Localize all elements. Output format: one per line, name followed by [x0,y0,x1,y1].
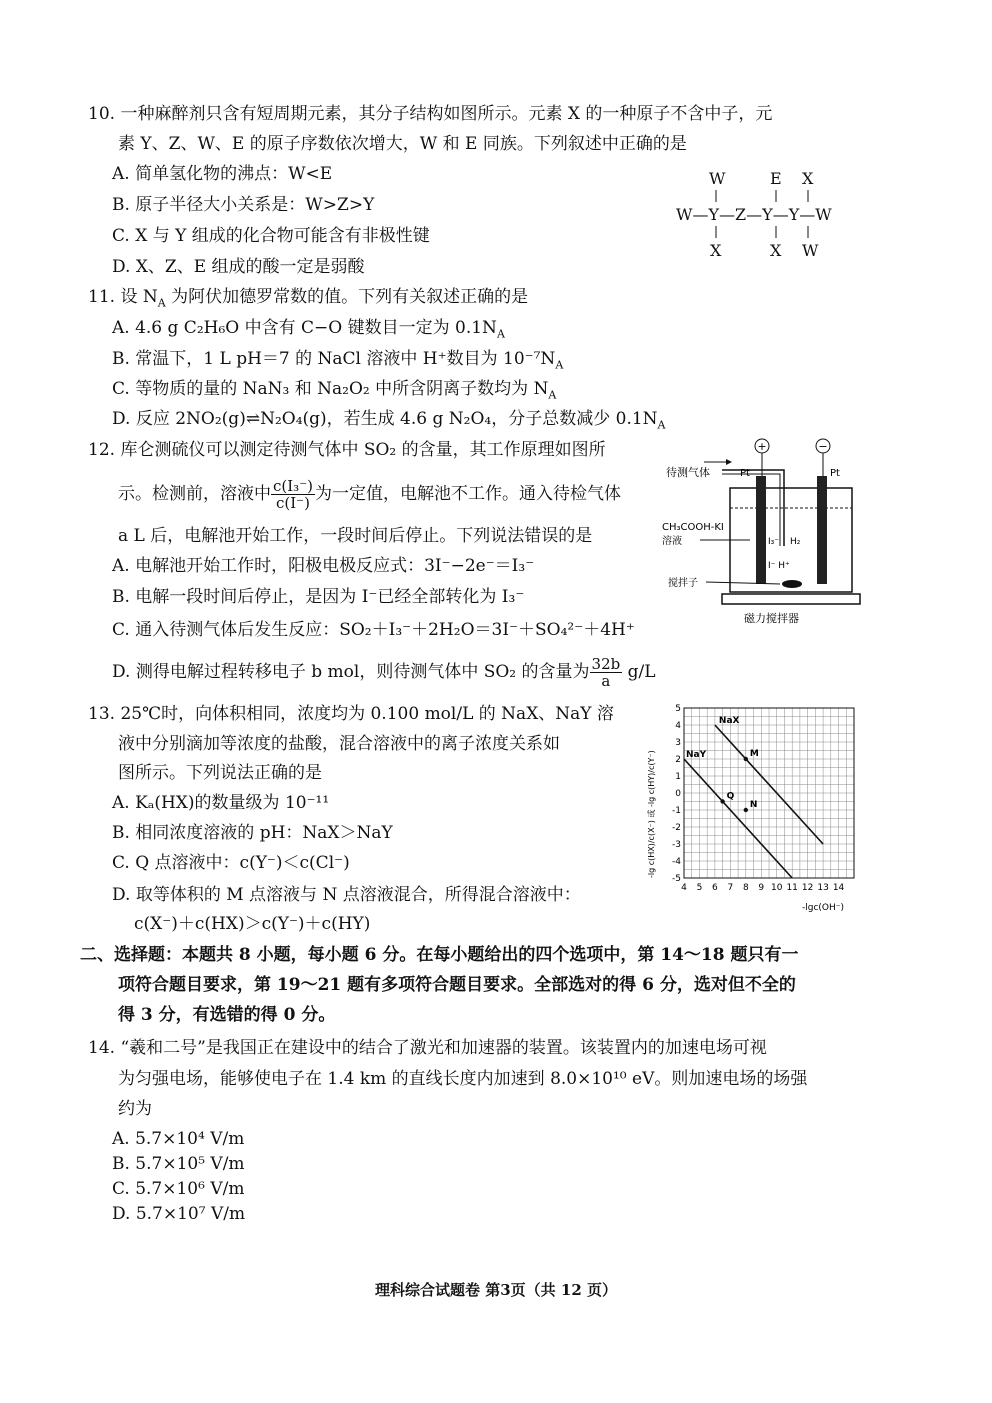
q13-stem-line2: 液中分别滴加等浓度的盐酸，混合溶液中的离子浓度关系如 [118,734,560,754]
y-axis-label: -lg c(HX)/c(X⁻) 或 -lg c(HY)/c(Y⁻) [647,750,656,878]
struct-bottom-x2: X [770,241,782,260]
struct-bottom-x1: X [710,241,722,260]
section2-line3: 得 3 分，有选错的得 0 分。 [118,1005,336,1025]
section2-line1: 二、选择题：本题共 8 小题，每小题 6 分。在每小题给出的四个选项中，第 14～18 题只有一 [80,945,799,965]
pt-electrode-left: Pt [740,468,750,479]
q14-option-c: C. 5.7×10⁶ V/m [112,1179,245,1199]
plus-terminal: + [757,440,767,453]
y-tick-label: 4 [675,721,681,731]
y-tick-label: -5 [672,874,681,884]
q13-option-a: A. Kₐ(HX)的数量级为 10⁻¹¹ [112,793,330,813]
y-tick-label: -4 [672,857,681,867]
point-label-n: N [749,800,758,810]
q14-stem-line1: 14. “羲和二号”是我国正在建设中的结合了激光和加速器的装置。该装置内的加速电场可视 [88,1038,767,1058]
q12-stem-line2: 示。检测前，溶液中 $\frac{\text{c(I₃⁻)}}{c(I^-)}$ 为一定值，电解池不工作。通入待检气体 [118,477,621,512]
q14-stem-line2: 为匀强电场，能够使电子在 1.4 km 的直线长度内加速到 8.0×10¹⁰ eV。则加速电场的场强 [118,1069,808,1089]
h2-label: H₂ [790,537,801,547]
x-tick-label: 11 [786,883,798,893]
x-tick-label: 10 [771,883,783,893]
y-tick-label: 2 [675,755,681,765]
point-q [720,799,724,803]
magnetic-stirrer-label: 磁力搅拌器 [744,612,799,625]
q12-option-b: B. 电解一段时间后停止，是因为 I⁻已经全部转化为 I₃⁻ [112,587,525,607]
y-tick-label: 3 [675,738,681,748]
q13-option-d-line2: c(X⁻)＋c(HX)＞c(Y⁻)＋c(HY) [134,914,371,934]
x-tick-label: 8 [742,883,749,893]
q13-option-c: C. Q 点溶液中：c(Y⁻)＜c(Cl⁻) [112,853,350,873]
q10-option-a: A. 简单氢化物的沸点：W<E [112,164,333,184]
y-tick-label: 1 [675,772,681,782]
q12-fraction: $\frac{\text{c(I₃⁻)}}{c(I^-)}$ [273,477,313,512]
q14-option-d: D. 5.7×10⁷ V/m [112,1204,246,1224]
x-tick-label: 9 [758,883,765,893]
y-tick-label: 0 [675,789,681,799]
point-label-m: M [749,749,759,759]
struct-bottom-w: W [802,241,819,260]
y-tick-label: -1 [672,806,681,816]
series-label-nax: NaX [718,716,740,726]
q12-option-a: A. 电解池开始工作时，阳极电极反应式：3I⁻−2e⁻＝I₃⁻ [112,556,535,576]
x-tick-label: 12 [801,883,814,893]
struct-top-w: W [709,169,726,188]
q13-stem-line3: 图所示。下列说法正确的是 [118,763,322,783]
x-axis-label: -lgc(OH⁻) [802,903,845,913]
q11-option-d: D. 反应 2NO₂(g)⇌N₂O₄(g)，若生成 4.6 g N₂O₄，分子总数减少 $0.1N_A$ [112,409,666,432]
q12-option-c: C. 通入待测气体后发生反应：SO₂＋I₃⁻＋2H₂O＝3I⁻＋SO₄²⁻＋4H⁺ [112,620,635,640]
x-tick-label: 7 [727,883,734,893]
q10-option-b: B. 原子半径大小关系是：W>Z>Y [112,195,375,215]
q12-option-d: D. 测得电解过程转移电子 b mol，则待测气体中 SO₂ 的含量为 $\frac{32b}{a}$ g/L [112,655,656,690]
x-tick-label: 4 [681,883,687,893]
q14-option-a: A. 5.7×10⁴ V/m [112,1129,245,1149]
stir-bar-label: 搅拌子 [668,578,698,589]
point-m [744,757,748,761]
q14-option-b: B. 5.7×10⁵ V/m [112,1154,245,1174]
series-label-nay: NaY [686,750,707,760]
i3-label: I₃⁻ [768,537,780,547]
q10-option-c: C. X 与 Y 组成的化合物可能含有非极性键 [112,226,430,246]
q10-stem-line1: 10. 一种麻醉剂只含有短周期元素，其分子结构如图所示。元素 X 的一种原子不含中子，元 [88,104,773,124]
y-tick-label: -3 [672,840,681,850]
minus-terminal: − [818,440,828,453]
x-tick-label: 14 [832,883,845,893]
solution-label-1: CH₃COOH-KI [662,522,724,533]
struct-top-x: X [802,169,814,188]
q11-option-c: C. 等物质的量的 NaN₃ 和 Na₂O₂ 中所含阴离子数均为 $N_A$ [112,379,557,402]
q12-stem-line1: 12. 库仑测硫仪可以测定待测气体中 SO₂ 的含量，其工作原理如图所 [88,440,606,460]
q10-option-d: D. X、Z、E 组成的酸一定是弱酸 [112,257,365,277]
q14-stem-line3: 约为 [118,1099,152,1119]
ions-label: I⁻ H⁺ [768,561,790,571]
x-tick-label: 6 [712,883,718,893]
pt-electrode-right: Pt [830,468,840,479]
y-tick-label: -2 [672,823,681,833]
point-n [744,808,748,812]
section2-line2: 项符合题目要求，第 19～21 题有多项符合题目要求。全部选对的得 6 分，选对但不全的 [118,975,796,995]
coulometer-apparatus [660,436,870,636]
q11-option-a: A. 4.6 g C₂H₆O 中含有 C−O 键数目一定为 $0.1N_A$ [112,318,505,341]
ion-concentration-chart [640,700,870,915]
page-footer: 理科综合试题卷 第3页（共 12 页） [375,1281,617,1299]
gas-inlet-label: 待测气体 [666,466,710,479]
solution-label-2: 溶液 [662,536,682,547]
molecule-structure [676,168,866,264]
q10-stem-line2: 素 Y、Z、W、E 的原子序数依次增大，W 和 E 同族。下列叙述中正确的是 [118,134,687,154]
q11-stem: 11. 设 $N_A$ 为阿伏加德罗常数的值。下列有关叙述正确的是 [88,287,529,310]
q12-d-fraction: $\frac{32b}{a}$ [591,655,621,690]
q13-option-d-line1: D. 取等体积的 M 点溶液与 N 点溶液混合，所得混合溶液中： [112,885,581,905]
y-tick-label: 5 [675,704,681,714]
point-label-q: Q [726,791,735,802]
struct-main-chain: W—Y—Z—Y—Y—W [676,205,832,224]
x-tick-label: 5 [696,883,703,893]
q11-option-b: B. 常温下，1 L pH＝7 的 NaCl 溶液中 H⁺数目为 $10^{-7}N_A$ [112,349,564,372]
q12-stem-line3: a L 后，电解池开始工作，一段时间后停止。下列说法错误的是 [118,526,593,546]
struct-top-e: E [770,169,782,188]
x-tick-label: 13 [817,883,829,893]
q13-stem-line1: 13. 25℃时，向体积相同，浓度均为 0.100 mol/L 的 NaX、NaY 溶 [88,704,614,724]
q13-option-b: B. 相同浓度溶液的 pH：NaX＞NaY [112,823,393,843]
